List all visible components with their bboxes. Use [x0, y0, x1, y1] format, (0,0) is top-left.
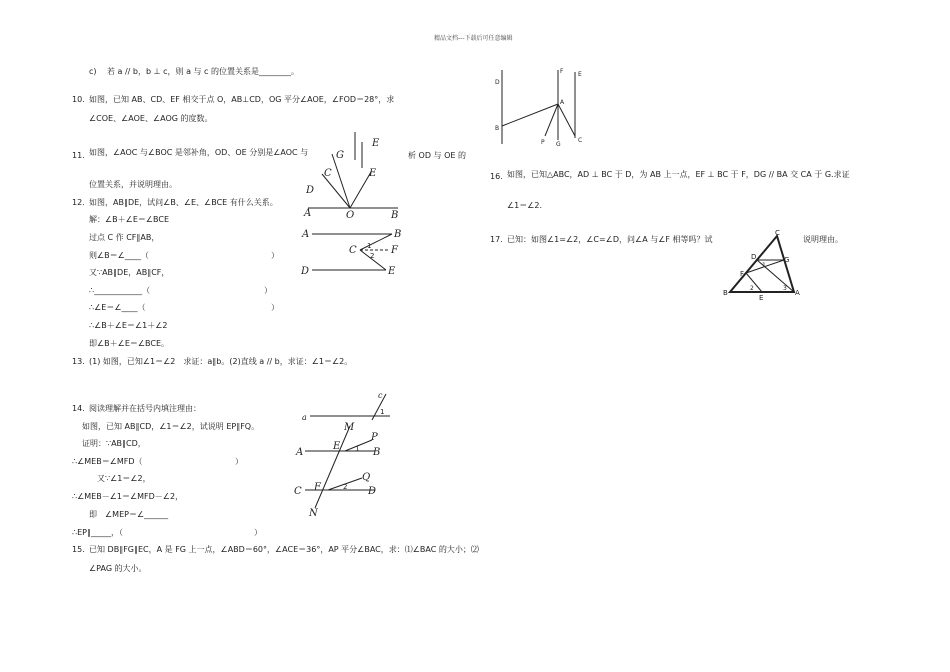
page-header: 精品文档---下载后可任意编辑 — [434, 35, 513, 42]
label: D — [751, 253, 757, 261]
q17-text-2: 说明理由。 — [803, 235, 843, 244]
q10-number: 10. — [72, 95, 85, 104]
label: A — [302, 229, 310, 240]
q14-line: 又∵∠1＝∠2， — [97, 474, 151, 483]
label: 3 — [783, 285, 787, 292]
segment-ab — [502, 104, 558, 126]
label: E — [388, 266, 396, 277]
label: P — [371, 432, 378, 443]
q17-number: 17. — [490, 235, 503, 244]
label: E — [372, 138, 380, 149]
label: N — [309, 508, 318, 519]
q12-line: 解：∠B＋∠E＝∠BCE — [89, 215, 170, 224]
figure-17 — [720, 228, 800, 302]
ray-oe — [350, 172, 371, 208]
q15-text-2: ∠PAG 的大小。 — [89, 564, 147, 573]
label: O — [346, 210, 355, 221]
label: D — [368, 486, 377, 497]
label: a — [302, 413, 307, 422]
item-c-label: c) — [89, 67, 97, 76]
label: 2 — [370, 252, 375, 260]
q14-paren: ） — [235, 457, 243, 466]
label: 1 — [380, 408, 385, 416]
q11-text-tail: 析 OD 与 OE 的 — [408, 151, 466, 160]
segment-fe — [746, 273, 762, 292]
label: 2 — [343, 483, 348, 491]
q11-text-2: 位置关系，并说明理由。 — [89, 180, 177, 189]
label: A — [296, 447, 304, 458]
label: B — [394, 229, 402, 240]
q14-paren: ） — [254, 528, 262, 537]
q12-line: 又∵AB∥DE，AB∥CF， — [89, 268, 170, 277]
label: A — [560, 99, 565, 106]
q11-text: 如图，∠AOC 与∠BOC 是邻补角，OD、OE 分别是∠AOC 与 — [89, 148, 309, 157]
q16-text: 如图，已知△ABC，AD ⊥ BC 于 D，为 AB 上一点，EF ⊥ BC 于 F，DG // BA 交 CA 于 G.求证 — [507, 170, 850, 179]
q16-number: 16. — [490, 172, 503, 181]
line-mn — [315, 426, 350, 508]
q11-number: 11. — [72, 151, 85, 160]
label: 1 — [355, 445, 360, 453]
label: G — [336, 150, 344, 161]
label: F — [314, 482, 321, 493]
label: E — [369, 168, 377, 179]
label: 1 — [367, 242, 372, 250]
label: Q — [362, 472, 371, 483]
q13-number: 13. — [72, 357, 85, 366]
label: P — [541, 139, 545, 146]
q14-line: ∴EP∥_____，（ — [72, 528, 123, 537]
label: C — [775, 229, 780, 237]
label: 2 — [750, 285, 754, 292]
label: B — [391, 210, 399, 221]
q15-text: 已知 DB∥FG∥EC，A 是 FG 上一点，∠ABD＝60°，∠ACE＝36°，AP 平分∠BAC，求：⑴∠BAC 的大小；⑵ — [89, 545, 479, 554]
figure-13 — [302, 390, 394, 420]
label: E — [333, 441, 341, 452]
q10-text: 如图，已知 AB、CD、EF 相交于点 O，AB⊥CD，OG 平分∠AOE，∠FOD＝28°，求 — [89, 95, 395, 104]
q12-line: 则∠B＝∠____（ — [89, 251, 149, 260]
q17-text: 已知：如图∠1=∠2，∠C=∠D，问∠A 与∠F 相等吗？试 — [507, 235, 713, 244]
q14-line: ∴∠MEB＝∠MFD（ — [72, 457, 143, 466]
q12-line: ∴∠B＋∠E＝∠1＋∠2 — [89, 321, 168, 330]
label: A — [304, 208, 312, 219]
label: C — [578, 137, 583, 144]
q12-line: 即∠B＋∠E＝∠BCE。 — [89, 339, 170, 348]
label: C — [324, 168, 332, 179]
figure-12 — [300, 226, 410, 278]
q12-number: 12. — [72, 198, 85, 207]
label: B — [723, 289, 728, 297]
q13-text: (1) 如图，已知∠1＝∠2 求证：a∥b。(2)直线 a // b，求证：∠1＝∠2。 — [89, 357, 353, 366]
q14-line: 证明：∵AB∥CD， — [82, 439, 146, 448]
label: F — [391, 245, 398, 256]
q10-text-2: ∠COE、∠AOE、∠AOG 的度数。 — [89, 114, 213, 123]
figure-15 — [490, 64, 590, 148]
q14-line: 如图，已知 AB∥CD，∠1＝∠2，试说明 EP∥FQ。 — [82, 422, 260, 431]
label: 1 — [762, 262, 766, 269]
label: D — [306, 185, 315, 196]
label: G — [556, 141, 561, 148]
label: F — [560, 68, 564, 75]
q12-line: 过点 C 作 CF∥AB， — [89, 233, 160, 242]
label: E — [759, 294, 764, 302]
q12-line: ∴____________（ — [89, 286, 151, 295]
label: M — [344, 422, 355, 433]
label: C — [294, 486, 302, 497]
label: G — [784, 256, 790, 264]
figure-14 — [293, 418, 393, 518]
q14-line: ∴∠MEB－∠1＝∠MFD－∠2， — [72, 492, 184, 501]
q12-paren: ） — [264, 286, 272, 295]
label: D — [301, 266, 310, 277]
q12-text: 如图，AB∥DE，试问∠B、∠E、∠BCE 有什么关系。 — [89, 198, 278, 207]
label: c — [378, 391, 383, 400]
label: A — [795, 289, 800, 297]
q14-line: 即 ∠MEP＝∠______ — [89, 510, 169, 519]
q12-line: ∴∠E＝∠____（ — [89, 303, 146, 312]
q12-paren: ） — [271, 251, 279, 260]
item-c-text: 若 a // b，b ⊥ c，则 a 与 c 的位置关系是________。 — [107, 67, 300, 76]
q14-text: 阅读理解并在括号内填注理由： — [89, 404, 201, 413]
label: B — [495, 125, 500, 132]
figure-11 — [300, 130, 410, 220]
label: E — [578, 71, 582, 78]
label: F — [740, 270, 745, 278]
q12-paren: ） — [271, 303, 279, 312]
segment-bc — [360, 234, 392, 250]
ray-oc — [332, 154, 350, 208]
label: C — [349, 245, 357, 256]
label: D — [495, 79, 500, 86]
q16-text-2: ∠1＝∠2. — [507, 201, 543, 210]
ray-od — [322, 174, 350, 208]
segment-ac — [558, 104, 575, 136]
label: B — [373, 447, 381, 458]
q14-number: 14. — [72, 404, 85, 413]
q15-number: 15. — [72, 545, 85, 554]
